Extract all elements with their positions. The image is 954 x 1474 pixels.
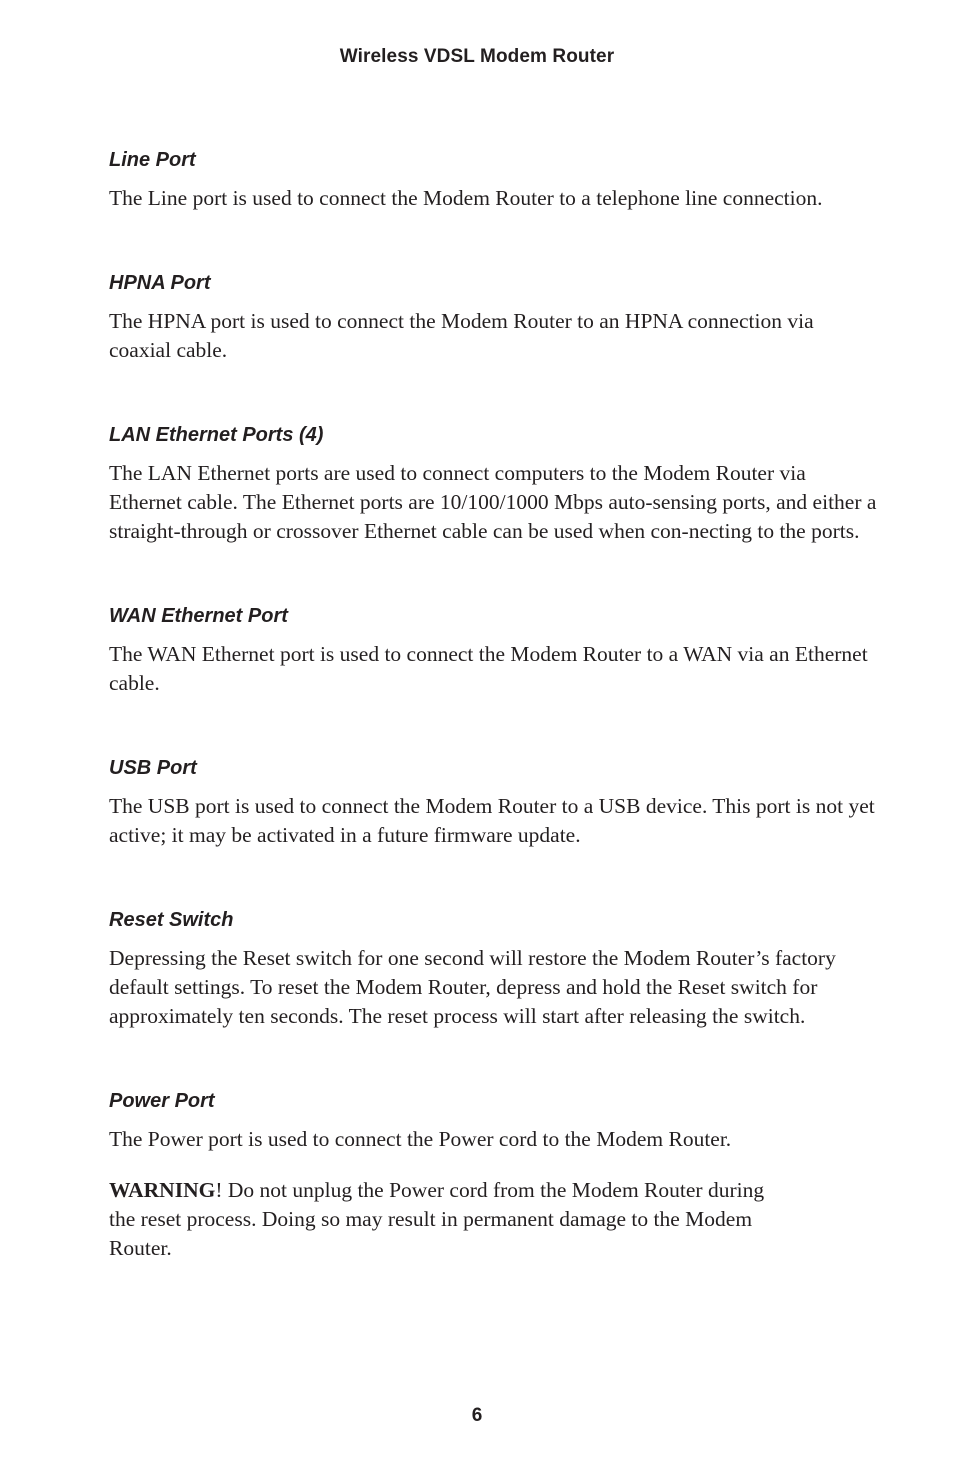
section-body: The LAN Ethernet ports are used to connect computers to the Modem Router via Ethernet cable. The Ethernet ports are 10/100/1000 Mbps auto-sensing ports, and either a straight-through or crossover Ethernet cable can be used when con-necting to the ports.: [109, 461, 877, 543]
warning-label: WARNING: [109, 1178, 216, 1202]
section-heading: USB Port: [109, 757, 197, 779]
section-body: The USB port is used to connect the Modem Router to a USB device. This port is not yet active; it may be activated in a future firmware update.: [109, 794, 875, 847]
section-heading: Reset Switch: [109, 909, 234, 931]
section-heading: Line Port: [109, 149, 196, 171]
section-heading: LAN Ethernet Ports (4): [109, 424, 324, 446]
section-usb-port: [109, 754, 879, 850]
section-heading: WAN Ethernet Port: [109, 605, 288, 627]
section-heading: Power Port: [109, 1090, 215, 1112]
section-heading: HPNA Port: [109, 272, 211, 294]
section-body: Depressing the Reset switch for one second will restore the Modem Router’s factory default settings. To reset the Modem Router, depress and hold the Reset switch for approximately ten seconds. The reset process will start after releasing the switch.: [109, 946, 836, 1028]
section-body: The HPNA port is used to connect the Modem Router to an HPNA connection via coaxial cable.: [109, 309, 814, 362]
warning-note: [109, 1176, 769, 1263]
running-header: Wireless VDSL Modem Router: [339, 46, 615, 67]
page-number: 6: [471, 1405, 483, 1426]
section-body: The Power port is used to connect the Power cord to the Modem Router.: [109, 1127, 732, 1151]
section-wan-ethernet-port: [109, 602, 879, 698]
page-content: [109, 146, 879, 1263]
warning-text: ! Do not unplug the Power cord from the Modem Router during the reset process. Doing so may result in permanent damage to the Modem Router.: [109, 1178, 765, 1260]
section-reset-switch: [109, 906, 879, 1031]
section-lan-ethernet-ports: [109, 421, 879, 546]
section-line-port: [109, 146, 879, 213]
section-body: The Line port is used to connect the Modem Router to a telephone line connection.: [109, 186, 823, 210]
section-power-port: [109, 1087, 879, 1263]
section-body: The WAN Ethernet port is used to connect the Modem Router to a WAN via an Ethernet cable.: [109, 642, 868, 695]
section-hpna-port: [109, 269, 879, 365]
